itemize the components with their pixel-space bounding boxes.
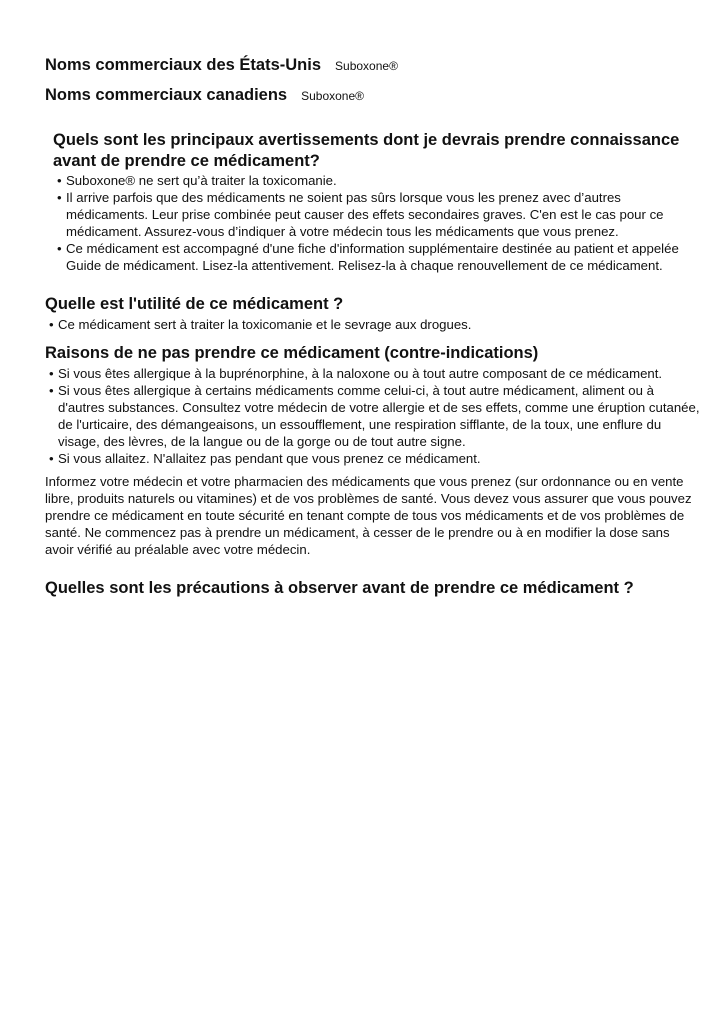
contraindications-list bbox=[45, 365, 700, 467]
usage-list bbox=[45, 316, 700, 333]
warnings-section bbox=[45, 130, 700, 274]
us-brand-names bbox=[45, 56, 700, 78]
usage-section bbox=[45, 294, 700, 333]
contraindications-section bbox=[45, 343, 700, 558]
ca-brand-label: Noms commerciaux canadiens bbox=[45, 86, 288, 104]
list-item: • Il arrive parfois que des médicaments ne soient pas sûrs lorsque vous les prenez avec d’autres médicaments. Leur prise combinée peut causer des effets secondaires graves. C'en est le cas pour ce médicament. Assurez-vous d’indiquer à votre médecin tous les médicaments que vous prenez. bbox=[53, 189, 700, 240]
list-item: • Ce médicament sert à traiter la toxicomanie et le sevrage aux drogues. bbox=[45, 316, 700, 333]
list-item: • Si vous allaitez. N'allaitez pas pendant que vous prenez ce médicament. bbox=[45, 450, 700, 467]
precautions-section bbox=[45, 578, 700, 599]
canadian-brand-names bbox=[45, 86, 700, 108]
us-brand-value: Suboxone® bbox=[335, 59, 398, 73]
list-item: • Si vous êtes allergique à la buprénorphine, à la naloxone ou à tout autre composant de ce médicament. bbox=[45, 365, 700, 382]
usage-heading: Quelle est l'utilité de ce médicament ? bbox=[45, 295, 344, 313]
medication-disclosure-paragraph: Informez votre médecin et votre pharmacien des médicaments que vous prenez (sur ordonnance ou en vente libre, produits naturels ou vitamines) et de vos problèmes de santé. Vous devez vous assurer que vous pouvez prendre ce médicament en toute sécurité en tenant compte de tous vos médicaments et de vos problèmes de santé. Ne commencez pas à prendre un médicament, à cesser de le prendre ou à en modifier la dose sans avoir vérifié au préalable avec votre médecin. bbox=[45, 474, 692, 557]
ca-brand-value: Suboxone® bbox=[301, 89, 364, 103]
contraindications-heading: Raisons de ne pas prendre ce médicament (contre-indications) bbox=[45, 344, 539, 362]
list-item: • Ce médicament est accompagné d'une fiche d'information supplémentaire destinée au patient et appelée Guide de médicament. Lisez-la attentivement. Relisez-la à chaque renouvellement de ce médicament. bbox=[53, 240, 700, 274]
document-page bbox=[45, 56, 700, 599]
precautions-heading: Quelles sont les précautions à observer avant de prendre ce médicament ? bbox=[45, 579, 634, 597]
list-item: • Si vous êtes allergique à certains médicaments comme celui-ci, à tout autre médicament, aliment ou à d'autres substances. Consultez votre médecin de votre allergie et de ses effets, comme une éruption cutanée, de l'urticaire, des démangeaisons, un essoufflement, une respiration sifflante, de la toux, une enflure du visage, des lèvres, de la langue ou de la gorge ou de tout autre signe. bbox=[45, 382, 700, 450]
warnings-list bbox=[53, 172, 700, 274]
us-brand-label: Noms commerciaux des États-Unis bbox=[45, 56, 322, 74]
list-item: • Suboxone® ne sert qu’à traiter la toxicomanie. bbox=[53, 172, 700, 189]
warnings-heading: Quels sont les principaux avertissements dont je devrais prendre connaissance avant de prendre ce médicament? bbox=[53, 131, 680, 170]
